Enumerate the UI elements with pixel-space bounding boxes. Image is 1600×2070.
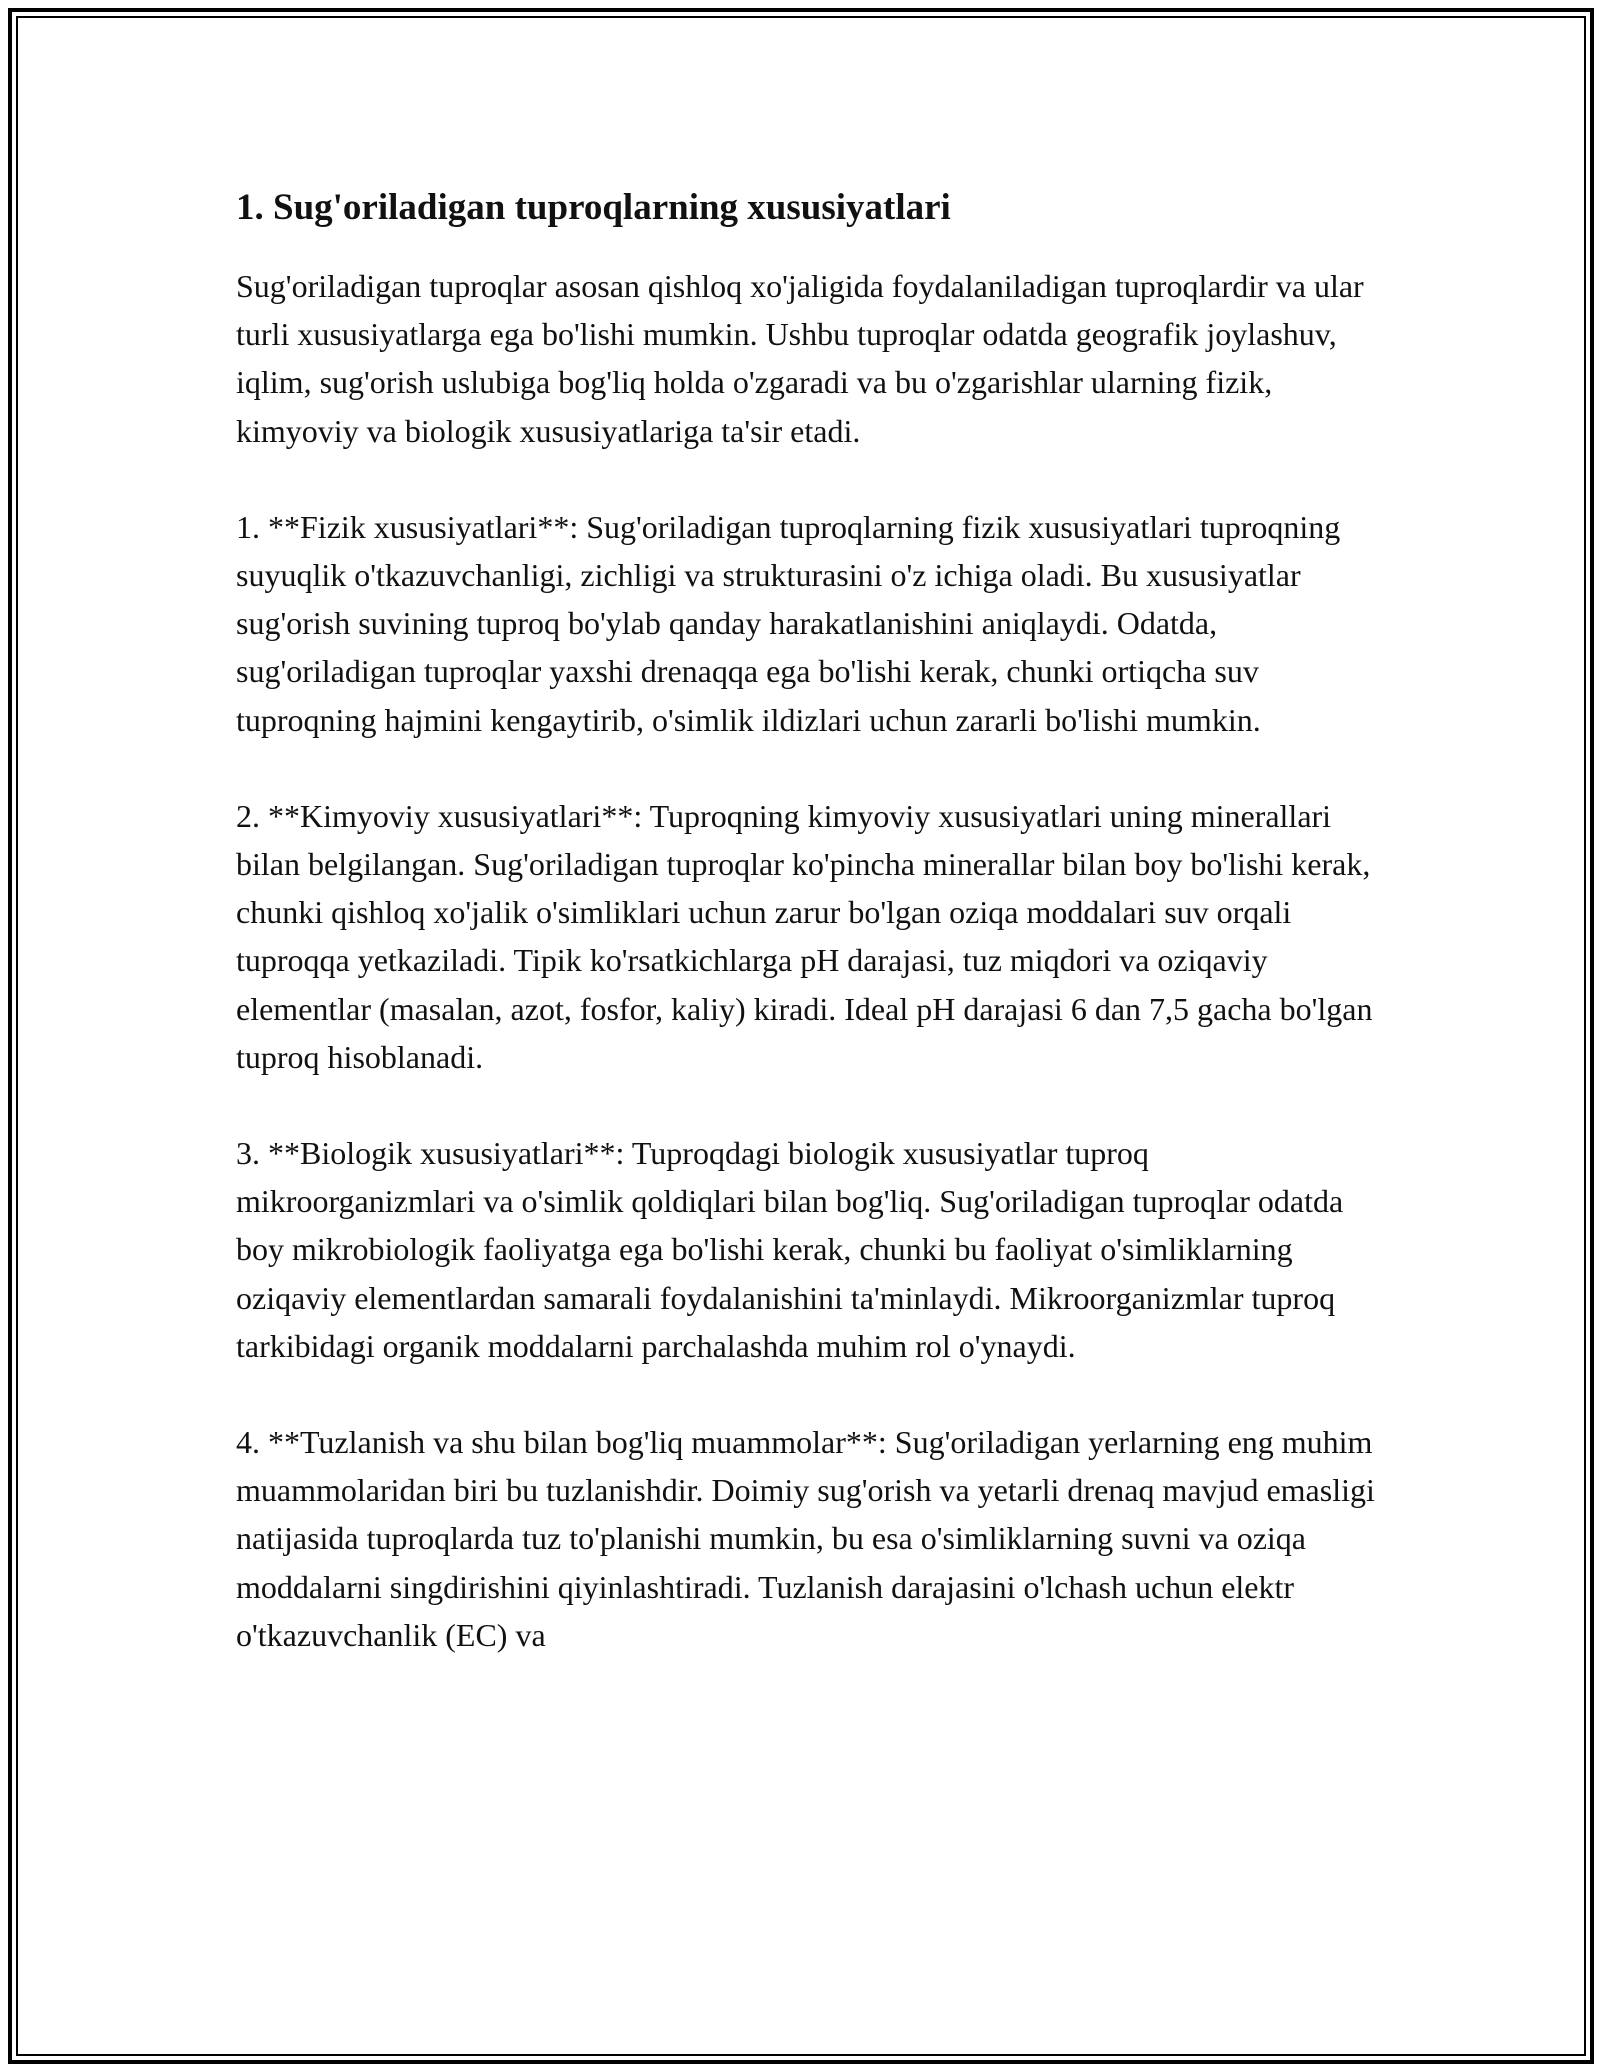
paragraph-intro: Sug'oriladigan tuproqlar asosan qishloq xo'jaligida foydalaniladigan tuproqlardir va ular turli xususiyatlarga ega bo'lishi mumkin. Ushbu tuproqlar odatda geografik joylashuv, iqlim, sug'orish uslubiga bog'liq holda o'zgaradi va bu o'zgarishlar ularning fizik, kimyoviy va biologik xususiyatlariga ta'sir etadi.	[236, 268, 1364, 449]
paragraph-physical-properties: 1. **Fizik xususiyatlari**: Sug'oriladigan tuproqlarning fizik xususiyatlari tuproqning suyuqlik o'tkazuvchanligi, zichligi va strukturasini o'z ichiga oladi. Bu xususiyatlar sug'orish suvining tuproq bo'ylab qanday harakatlanishini aniqlaydi. Odatda, sug'oriladigan tuproqlar yaxshi drenaqqa ega bo'lishi kerak, chunki ortiqcha suv tuproqning hajmini kengaytirib, o'simlik ildizlari uchun zararli bo'lishi mumkin.	[236, 508, 1341, 738]
paragraph-chemical-properties: 2. **Kimyoviy xususiyatlari**: Tuproqning kimyoviy xususiyatlari uning minerallari bilan belgilangan. Sug'oriladigan tuproqlar ko'pincha minerallar bilan boy bo'lishi kerak, chunki qishloq xo'jalik o'simliklari uchun zarur bo'lgan oziqa moddalari suv orqali tuproqqa yetkaziladi. Tipik ko'rsatkichlarga pH darajasi, tuz miqdori va oziqaviy elementlar (masalan, azot, fosfor, kaliy) kiradi. Ideal pH darajasi 6 dan 7,5 gacha bo'lgan tuproq hisoblanadi.	[236, 797, 1373, 1075]
document-body	[236, 182, 1381, 1707]
paragraph-salinization: 4. **Tuzlanish va shu bilan bog'liq muammolar**: Sug'oriladigan yerlarning eng muhim muammolaridan biri bu tuzlanishdir. Doimiy sug'orish va yetarli drenaq mavjud emasligi natijasida tuproqlarda tuz to'planishi mumkin, bu esa o'simliklarning suvni va oziqa moddalarni singdirishini qiyinlashtiradi. Tuzlanish darajasini o'lchash uchun elektr o'tkazuvchanlik (EC) va	[236, 1424, 1375, 1653]
paragraph-biological-properties: 3. **Biologik xususiyatlari**: Tuproqdagi biologik xususiyatlar tuproq mikroorganizmlari va o'simlik qoldiqlari bilan bog'liq. Sug'oriladigan tuproqlar odatda boy mikrobiologik faoliyatga ega bo'lishi kerak, chunki bu faoliyat o'simliklarning oziqaviy elementlardan samarali foydalanishini ta'minlaydi. Mikroorganizmlar tuproq tarkibidagi organik moddalarni parchalashda muhim rol o'ynaydi.	[236, 1135, 1344, 1364]
section-title: 1. Sug'oriladigan tuproqlarning xususiyatlari	[236, 187, 951, 228]
